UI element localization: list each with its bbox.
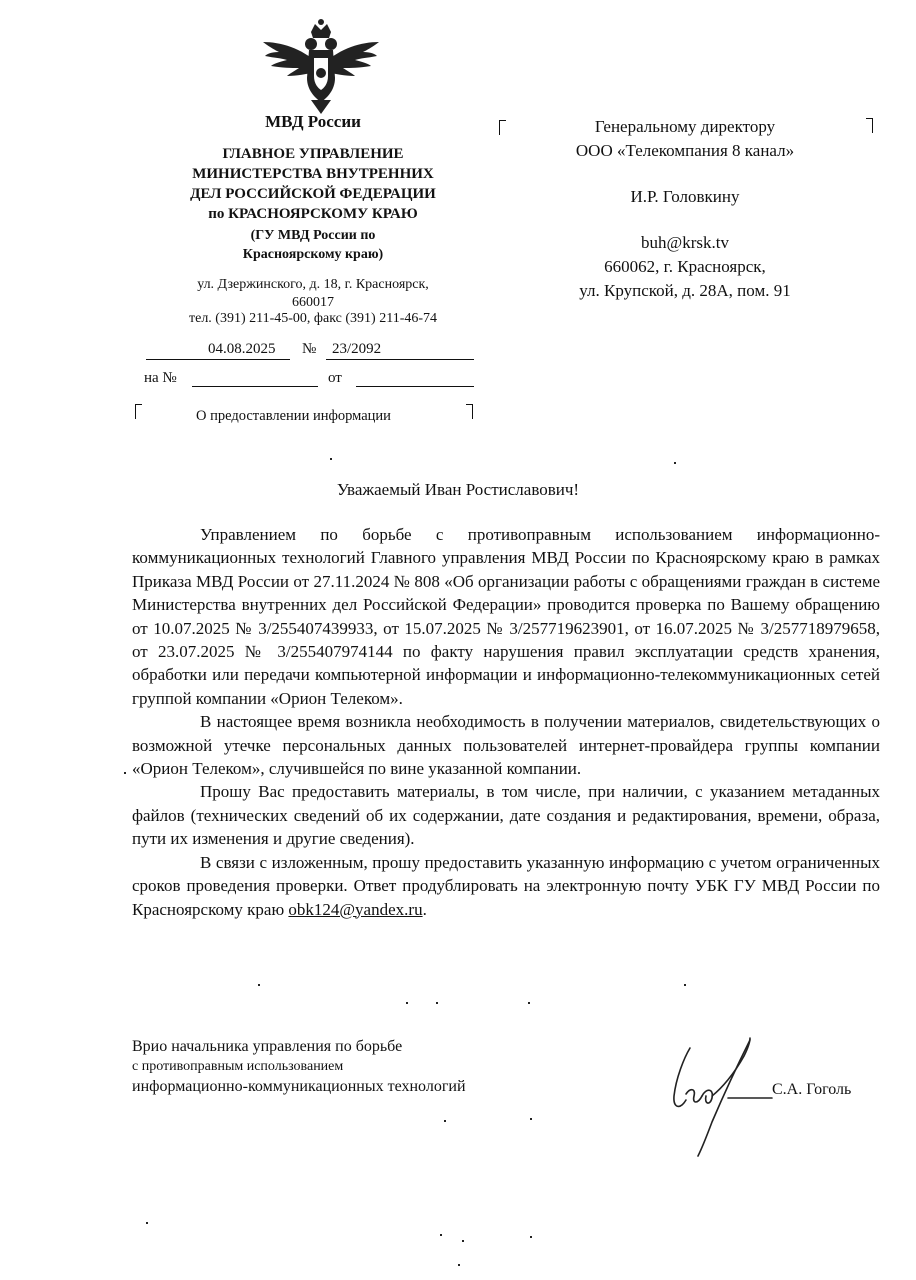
recipient-email: buh@krsk.tv <box>641 233 729 252</box>
letter-subject: О предоставлении информации <box>196 408 391 424</box>
body-paragraph: В настоящее время возникла необходимость в получении материалов, свидетельствующих о возможной утечке персональных данных пользователей интернет-провайдера группы компании «Орион Телеком», случившейся по вине указанной компании. <box>132 712 880 779</box>
org-full-line: ГЛАВНОЕ УПРАВЛЕНИЕ <box>222 146 404 162</box>
recipient-block <box>540 115 830 303</box>
handwritten-signature-icon <box>668 1034 778 1159</box>
body-paragraph-end: . <box>422 899 427 919</box>
number-underline <box>326 359 474 360</box>
signatory-title-line: информационно-коммуникационных технологий <box>132 1078 466 1095</box>
org-address-line: 660017 <box>292 295 334 310</box>
org-abbr-line: Красноярскому краю) <box>242 247 384 262</box>
recipient-corner-left <box>499 120 506 135</box>
org-abbr-line: (ГУ МВД России по <box>250 228 376 243</box>
number-label: № <box>302 341 317 357</box>
reply-email-link[interactable]: obk124@yandex.ru <box>288 899 423 919</box>
recipient-position: Генеральному директору <box>594 117 776 136</box>
eagle-emblem-icon <box>261 18 381 114</box>
greeting: Уважаемый Иван Ростиславович! <box>336 480 580 499</box>
org-full-name <box>148 144 478 224</box>
body-paragraph: Прошу Вас предоставить материалы, в том числе, при наличии, с указанием метаданных файлов (технических сведений об их содержании, дате создания и редактирования, времени, образа, пути их изменения и другие сведения). <box>132 782 880 849</box>
org-address-line: ул. Дзержинского, д. 18, г. Красноярск, <box>197 277 429 292</box>
reply-to-label: на № <box>144 370 177 386</box>
body-paragraph: Управлением по борьбе с противоправным использованием информационно-коммуникационных технологий Главного управления МВД России по Красноярскому краю в рамках Приказа МВД России от 27.11.2024 № 808 «Об организации работы с обращениями граждан в системе Министерства внутренних дел Российской Федерации» проводится проверка по Вашему обращению от 10.07.2025 № 3/255407439933, от 15.07.2025 № 3/257719623901, от 16.07.2025 № 3/257718979658, от 23.07.2025 № 3/255407974144 по факту нарушения правил эксплуатации средств хранения, обработки или передачи компьютерной информации и информационно-телекоммуникационных сетей группой компании «Орион Телеком». <box>132 525 880 708</box>
org-phone-fax: тел. (391) 211-45-00, факс (391) 211-46-74 <box>188 311 438 326</box>
subject-corner-right <box>466 404 473 419</box>
signatory-name: С.А. Гоголь <box>772 1081 852 1098</box>
recipient-address-line: ул. Крупской, д. 28А, пом. 91 <box>579 281 791 300</box>
letter-body <box>132 523 880 921</box>
outgoing-date: 04.08.2025 <box>208 341 276 357</box>
org-abbreviation <box>148 226 478 264</box>
recipient-name: И.Р. Головкину <box>630 187 740 206</box>
body-paragraph-last <box>132 851 880 921</box>
signatory-title <box>132 1036 466 1098</box>
org-full-line: по КРАСНОЯРСКОМУ КРАЮ <box>208 206 418 222</box>
reply-date-field <box>356 386 474 387</box>
body-paragraph-text: В связи с изложенным, прошу предоставить указанную информацию с учетом ограниченных сроков проведения проверки. Ответ продублировать на электронную почту УБК ГУ МВД России по Красноярскому краю <box>132 852 880 919</box>
signatory-title-line: с противоправным использованием <box>132 1059 344 1074</box>
reply-number-field <box>192 386 318 387</box>
subject-corner-left <box>135 404 142 419</box>
org-short-name: МВД России <box>265 112 361 131</box>
org-full-line: ДЕЛ РОССИЙСКОЙ ФЕДЕРАЦИИ <box>190 186 436 202</box>
from-label: от <box>328 370 342 386</box>
signatory-title-line: Врио начальника управления по борьбе <box>132 1038 403 1055</box>
recipient-address-line: 660062, г. Красноярск, <box>604 257 766 276</box>
org-full-line: МИНИСТЕРСТВА ВНУТРЕННИХ <box>192 166 434 182</box>
outgoing-number: 23/2092 <box>332 341 382 357</box>
recipient-company: ООО «Телекомпания 8 канал» <box>575 141 795 160</box>
org-address <box>148 276 478 312</box>
date-underline <box>146 359 290 360</box>
recipient-corner-right <box>866 118 873 133</box>
